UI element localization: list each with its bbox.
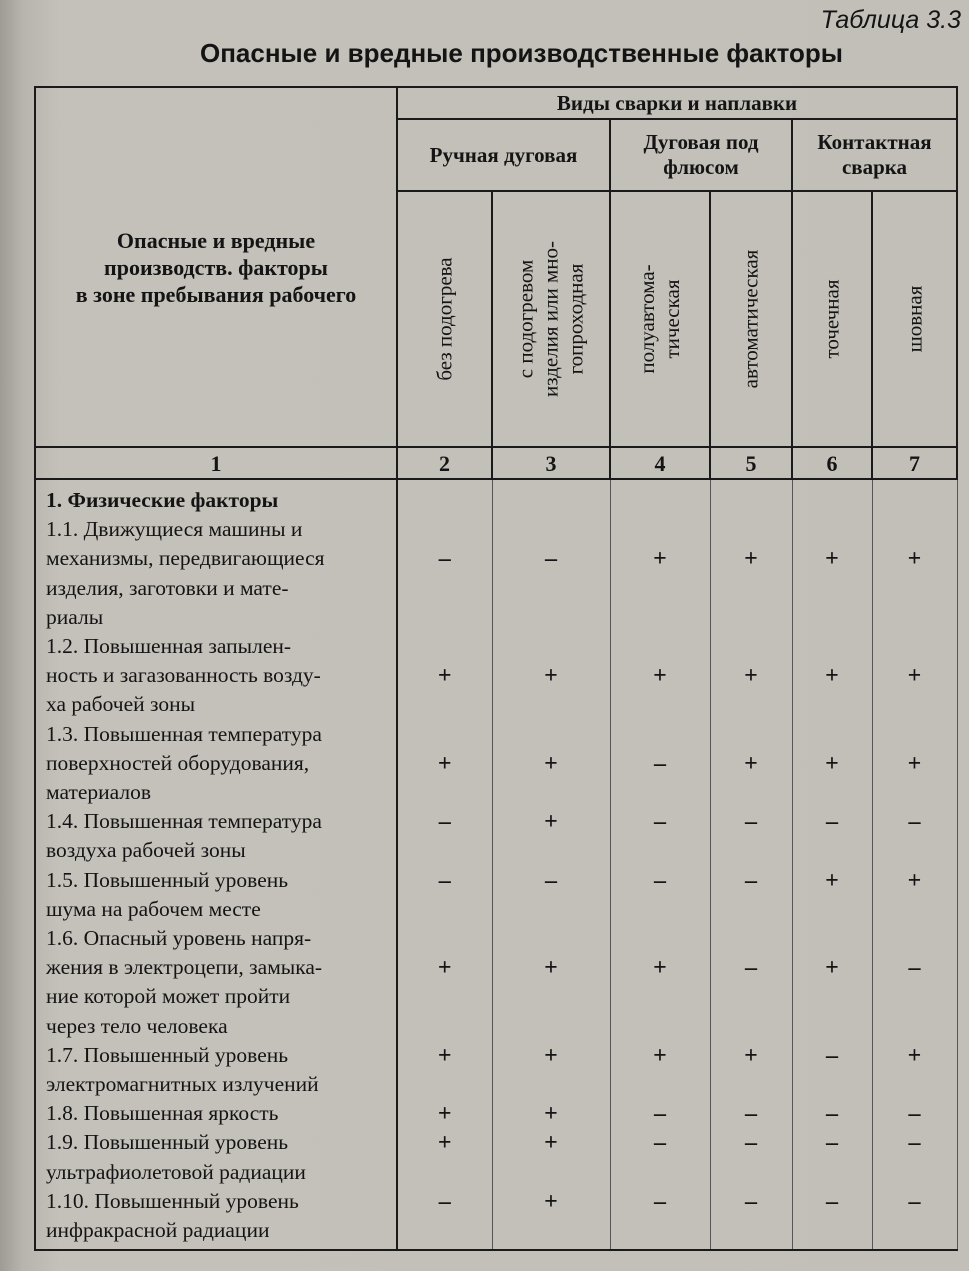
- factor-text-line: ультрафиолетовой радиации: [46, 1159, 306, 1184]
- minus-mark: –: [438, 546, 451, 573]
- factor-text-line: жения в электроцепи, замыка-: [46, 955, 323, 980]
- minus-mark: –: [438, 867, 451, 894]
- factor-names-cell: [35, 479, 397, 1250]
- factor-text-line: риалы: [46, 604, 104, 629]
- minus-mark: –: [745, 1188, 757, 1215]
- plus-mark: +: [437, 955, 452, 982]
- minus-mark: –: [545, 867, 557, 894]
- minus-mark: –: [438, 809, 451, 836]
- plus-mark: +: [744, 1042, 758, 1069]
- minus-mark: –: [826, 1042, 838, 1069]
- subgroup-submerged-arc: Дуговая под флюсом: [610, 119, 792, 191]
- column-header-automatic: автоматическая: [710, 191, 792, 447]
- table-title: Опасные и вредные производственные факторы: [200, 38, 843, 68]
- plus-mark: +: [437, 750, 452, 777]
- factor-text-line: 1.6. Опасный уровень напря-: [46, 926, 312, 951]
- column-header-no-preheat: без подогрева: [397, 191, 492, 447]
- factor-text-line: через тело человека: [46, 1013, 228, 1038]
- plus-mark: +: [825, 955, 839, 982]
- plus-mark: +: [437, 1042, 452, 1069]
- plus-mark: +: [744, 750, 758, 777]
- plus-mark: +: [544, 809, 558, 836]
- minus-mark: –: [908, 1130, 921, 1157]
- minus-mark: –: [745, 1130, 757, 1157]
- column-number: 3: [492, 447, 610, 479]
- column-number: 1: [35, 447, 397, 479]
- column-header-preheat-multipass: с подогревом изделия или мно- гопроходная: [492, 191, 610, 447]
- minus-mark: –: [908, 955, 921, 982]
- plus-mark: +: [653, 955, 667, 982]
- welding-types-header: Виды сварки и наплавки: [397, 87, 957, 119]
- factor-text-line: 1.3. Повышенная температура: [46, 721, 322, 746]
- plus-mark: +: [825, 546, 839, 573]
- factor-text-line: 1.5. Повышенный уровень: [46, 867, 289, 892]
- plus-mark: +: [825, 867, 839, 894]
- factor-text-line: 1.4. Повышенная температура: [46, 809, 322, 834]
- subgroup-manual-arc: Ручная дуговая: [397, 119, 610, 191]
- marks-column-seam: [872, 479, 957, 1250]
- minus-mark: –: [654, 809, 666, 836]
- plus-mark: +: [744, 546, 758, 573]
- minus-mark: –: [745, 809, 757, 836]
- minus-mark: –: [545, 546, 557, 573]
- minus-mark: –: [654, 1101, 666, 1128]
- marks-column-spot: [792, 479, 872, 1250]
- plus-mark: +: [544, 750, 558, 777]
- factor-text-line: 1.9. Повышенный уровень: [46, 1130, 289, 1155]
- factor-text-line: инфракрасной радиации: [46, 1218, 270, 1243]
- factor-text-line: воздуха рабочей зоны: [46, 838, 246, 863]
- minus-mark: –: [654, 750, 666, 777]
- marks-column-semiautomatic: [610, 479, 710, 1250]
- plus-mark: +: [544, 1188, 558, 1215]
- column-header-semiautomatic: полуавтома- тическая: [610, 191, 710, 447]
- plus-mark: +: [907, 750, 922, 777]
- column-number: 4: [610, 447, 710, 479]
- plus-mark: +: [907, 546, 922, 573]
- plus-mark: +: [744, 663, 758, 690]
- minus-mark: –: [745, 867, 757, 894]
- section-heading: 1. Физические факторы: [46, 488, 279, 512]
- plus-mark: +: [437, 663, 452, 690]
- plus-mark: +: [825, 663, 839, 690]
- factor-column-header: Опасные и вредные производств. факторы в зоне пребывания рабочего: [35, 87, 397, 447]
- minus-mark: –: [908, 1101, 921, 1128]
- plus-mark: +: [544, 663, 558, 690]
- plus-mark: +: [437, 1101, 452, 1128]
- minus-mark: –: [654, 867, 666, 894]
- factor-text-line: поверхностей оборудования,: [46, 750, 310, 775]
- plus-mark: +: [653, 663, 667, 690]
- factor-text-line: ние которой может пройти: [46, 984, 291, 1009]
- hazard-factors-table: [34, 86, 958, 1251]
- minus-mark: –: [908, 1188, 921, 1215]
- minus-mark: –: [826, 1130, 838, 1157]
- plus-mark: +: [907, 867, 922, 894]
- minus-mark: –: [826, 1188, 838, 1215]
- factor-text-line: электромагнитных излучений: [46, 1072, 319, 1097]
- plus-mark: +: [907, 663, 922, 690]
- factor-text-line: механизмы, передвигающиеся: [46, 546, 325, 571]
- marks-column-preheat-multipass: [492, 479, 610, 1250]
- plus-mark: +: [653, 546, 667, 573]
- factor-text-line: ха рабочей зоны: [46, 692, 196, 717]
- factor-text-line: ность и загазованность возду-: [46, 663, 321, 688]
- column-header-seam: шовная: [872, 191, 957, 447]
- plus-mark: +: [907, 1042, 922, 1069]
- minus-mark: –: [826, 1101, 838, 1128]
- minus-mark: –: [826, 809, 838, 836]
- subgroup-contact-welding: Контактная сварка: [792, 119, 957, 191]
- factor-text-line: изделия, заготовки и мате-: [46, 575, 289, 600]
- plus-mark: +: [653, 1042, 667, 1069]
- column-number: 2: [397, 447, 492, 479]
- minus-mark: –: [654, 1130, 666, 1157]
- factor-text-line: 1.7. Повышенный уровень: [46, 1042, 289, 1067]
- minus-mark: –: [438, 1188, 451, 1215]
- minus-mark: –: [745, 1101, 757, 1128]
- factor-text-line: 1.8. Повышенная яркость: [46, 1101, 279, 1126]
- plus-mark: +: [437, 1130, 452, 1157]
- factor-text-line: 1.2. Повышенная запылен-: [46, 634, 292, 659]
- column-number: 6: [792, 447, 872, 479]
- factor-text-line: шума на рабочем месте: [46, 896, 261, 921]
- minus-mark: –: [745, 955, 757, 982]
- column-header-spot: точечная: [792, 191, 872, 447]
- table-caption: Таблица 3.3: [820, 6, 961, 34]
- column-number: 7: [872, 447, 957, 479]
- factor-text-line: 1.10. Повышенный уровень: [46, 1188, 299, 1213]
- marks-column-no-preheat: [397, 479, 492, 1250]
- column-number: 5: [710, 447, 792, 479]
- factor-text-line: материалов: [46, 780, 152, 805]
- minus-mark: –: [908, 809, 921, 836]
- plus-mark: +: [544, 1101, 558, 1128]
- plus-mark: +: [544, 1042, 558, 1069]
- plus-mark: +: [544, 1130, 558, 1157]
- marks-column-automatic: [710, 479, 792, 1250]
- plus-mark: +: [544, 955, 558, 982]
- factor-text-line: 1.1. Движущиеся машины и: [46, 517, 303, 542]
- minus-mark: –: [654, 1188, 666, 1215]
- plus-mark: +: [825, 750, 839, 777]
